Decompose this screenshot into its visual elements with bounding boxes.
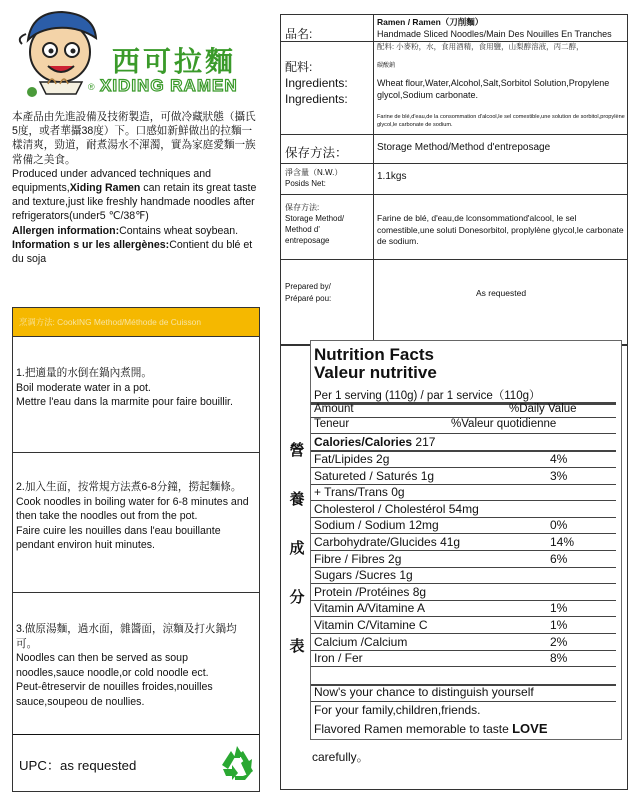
vertical-char: 表 [289, 638, 305, 655]
ingredients-cn-2: 碳酸鈉 [377, 63, 396, 69]
upc-label: UPC：as requested [19, 758, 137, 773]
tagline-1: Now's your chance to distinguish yourself [314, 685, 534, 699]
nutrient-daily-value: 0% [550, 518, 568, 533]
ingredients-label-en-2: Ingredients: [285, 92, 348, 106]
ingredients-label [285, 59, 348, 107]
upc-section [13, 734, 259, 792]
nutrient-label: + Trans/Trans 0g [314, 485, 405, 500]
nutrient-row [314, 452, 614, 466]
nutrient-row [314, 635, 614, 649]
nutrient-label: Sodium / Sodium 12mg [314, 518, 439, 533]
nutrient-label: Vitamin C/Vitamine C [314, 618, 428, 632]
nutrient-row [314, 485, 614, 499]
nutrition-title-fr: Valeur nutritive [314, 363, 437, 382]
ingredients-cn: 配料: 小麥粉，水，食用酒精，食用鹽，山梨醇溶液，丙二醇， [377, 42, 584, 51]
brand-logo [12, 4, 262, 100]
name-value-2: Handmade Sliced Noodles/Main Des Nouilles En Tranches [377, 29, 612, 39]
table-row-divider [281, 134, 627, 135]
calories-label: Calories/Calories [314, 435, 413, 449]
allergen-label-fr: Information s ur les allergènes: [12, 238, 170, 251]
vertical-char: 養 [289, 491, 305, 508]
nutrient-row [314, 651, 614, 665]
prepared-by-value: As requested [475, 288, 527, 298]
step-1-french: Mettre l'eau dans la marmite pour faire bouillir. [16, 396, 233, 409]
cooking-step-1 [13, 366, 259, 410]
product-description [12, 110, 260, 266]
nutrient-label: Calcium /Calcium [314, 634, 408, 649]
nutrient-label: Fat/Lipides 2g [314, 452, 390, 466]
nutrient-row [314, 618, 614, 632]
vertical-char: 營 [289, 442, 305, 459]
serving-size: Per 1 serving (110g) / par 1 service（110g） [314, 390, 541, 402]
registered-mark: ® [88, 82, 95, 92]
table-row-divider [281, 163, 627, 164]
nutrient-row [314, 535, 614, 549]
ingredients-label-en-1: Ingredients: [285, 76, 348, 90]
allergen-text: Contains wheat soybean. [119, 224, 239, 237]
cooking-step-2 [13, 480, 259, 553]
vertical-char: 成 [289, 540, 305, 557]
table-column-divider [373, 15, 374, 344]
step-3-chinese: 3.做原湯麵，過水面，雜醬面，涼麵及打火鍋均可。 [16, 623, 237, 650]
recycle-icon [217, 743, 257, 783]
cooking-divider [13, 592, 259, 593]
nutrient-label: Vitamin A/Vitamine A [314, 601, 425, 616]
nutrient-daily-value: 6% [550, 551, 568, 566]
prepared-by-label [285, 281, 331, 305]
name-label: 品名: [285, 27, 313, 41]
net-weight-value: 1.1kgs [377, 171, 407, 182]
net-weight-label [285, 167, 342, 189]
description-english [12, 167, 260, 224]
cooking-divider [13, 452, 259, 453]
tagline-3-prefix: Flavored Ramen memorable to taste [314, 722, 513, 736]
storage-method-label-2: Storage Method/ [285, 214, 345, 223]
allergen-info-fr [12, 238, 260, 266]
nutrition-title-en: Nutrition Facts [314, 345, 434, 364]
nutrient-label: Satureted / Saturés 1g [314, 468, 435, 483]
storage-method-label-3: Method d' [285, 225, 320, 234]
nutrient-row [314, 518, 614, 532]
prepared-by-label-2: Préparé pou: [285, 294, 332, 303]
brand-name-chinese: 西可拉麵 [112, 45, 237, 78]
product-info-table [280, 14, 628, 345]
nutrition-divider [311, 433, 616, 434]
brand-name-english: XIDING RAMEN [100, 76, 238, 95]
storage-method-label-1: 保存方法: [285, 203, 320, 212]
nutrition-vertical-label [287, 426, 307, 671]
step-2-english: Cook noodles in boiling water for 6-8 minutes and then take the noodles out from the pot. [16, 495, 249, 523]
storage-label: 保存方法： [285, 146, 348, 160]
nutrient-label: Iron / Fer [314, 651, 363, 666]
nutrition-facts-box [310, 340, 622, 740]
table-row-divider [281, 194, 627, 195]
step-1-chinese: 1.把適量的水倒在鍋內煮開。 [16, 367, 152, 379]
description-brand: Xiding Ramen [69, 182, 141, 195]
nutrient-row [314, 568, 614, 582]
nutrition-divider [311, 666, 616, 667]
nutrient-daily-value: 4% [550, 452, 568, 466]
nutrient-row [314, 601, 614, 615]
storage-method-label [285, 202, 344, 246]
prepared-by-label-1: Prepared by/ [285, 282, 331, 291]
cooking-method-panel [12, 307, 260, 792]
storage-method-label-4: entreposage [285, 236, 330, 245]
nutrient-daily-value: 1% [550, 601, 568, 616]
description-chinese: 本產品由先進設備及技術製造，可做冷藏狀態（攝氏5度，或者華攝38度）下。口感如新鮮做出的拉麵一樣清爽，勁道，耐煮湯水不渾濁，實為家庭愛麵一族常備之美食。 [12, 111, 256, 166]
storage-method-value: Farine de blé, d'eau,de lconsommationd'alcool, le sel comestible,une soluti Donesorbitol, proplylène glycol,le carbonate de sodium. [377, 213, 624, 246]
nutrient-daily-value: 3% [550, 468, 568, 483]
nutrition-divider [311, 701, 616, 702]
step-2-french: Faire cuire les nouilles dans l'eau bouillante pendant environ huit minutes. [16, 524, 221, 552]
nutrient-label: Carbohydrate/Glucides 41g [314, 535, 461, 549]
tagline-love: LOVE [512, 721, 548, 736]
nutrient-daily-value: 2% [550, 634, 568, 649]
nutrient-label: Cholesterol / Cholestérol 54mg [314, 501, 479, 516]
daily-value-label: %Daily Value [509, 403, 577, 415]
tagline-2: For your family,children,friends. [314, 703, 481, 717]
nutrient-daily-value: 14% [550, 535, 575, 549]
cooking-step-3 [13, 622, 259, 710]
net-weight-label-1: 淨含量（N.W.） [285, 168, 343, 177]
nutrient-row [314, 585, 614, 599]
net-weight-label-2: Posids Net: [285, 179, 326, 188]
step-2-chinese: 2.加入生面，按常規方法煮6-8分鐘，撈起麵條。 [16, 481, 242, 493]
vertical-char: 分 [289, 589, 305, 606]
nutrient-daily-value: 1% [550, 618, 568, 632]
nutrition-section [280, 345, 628, 790]
tagline-4: carefully。 [312, 750, 369, 764]
teneur-label: Teneur [314, 418, 350, 430]
nutrient-row [314, 552, 614, 566]
step-3-french: Peut-êtreservir de nouilles froides,nouilles sauce,soupeou de noullies. [16, 681, 213, 708]
name-value-1: Ramen / Ramen（刀削麵） [377, 17, 484, 27]
valeur-quotidienne-label: %Valeur quotidienne [451, 418, 557, 430]
nutrient-label: Sugars /Sucres 1g [314, 568, 413, 583]
allergen-label: Allergen information: [12, 224, 120, 237]
allergen-info [12, 224, 260, 238]
ingredients-label-cn: 配料: [285, 60, 313, 74]
ingredients-fr: Farine de blé,d'eau,de la consommation d'alcool,le sel comestible,une solution de sorbitol,propylène glycol,le carbonate de sodium. [377, 114, 625, 128]
storage-value: Storage Method/Method d'entreposage [377, 142, 551, 153]
step-3-english: Noodles can then be served as soup noodles,sauce noodle,or cold noodle ect. [16, 652, 209, 679]
nutrient-row [314, 502, 614, 516]
nutrient-label: Protein /Protéines 8g [314, 584, 427, 599]
description-english-prefix: Produced under advanced techniques and equipments, [12, 167, 212, 195]
amount-label: Amount [314, 403, 354, 415]
calories-value: 217 [415, 435, 436, 449]
allergen-text-fr: Contient du blé et du soja [12, 238, 253, 266]
calories-row [314, 435, 435, 449]
nutrient-row [314, 469, 614, 483]
step-1-english: Boil moderate water in a pot. [16, 381, 151, 394]
nutrient-daily-value: 8% [550, 651, 568, 666]
nutrient-label: Fibre / Fibres 2g [314, 551, 402, 566]
table-row-divider [281, 259, 627, 260]
description-english-suffix: can retain its great taste and texture,just like freshly handmade noodles after refrigerators(under5 ℃/38℉) [12, 182, 257, 223]
ingredients-en: Wheat flour,Water,Alcohol,Salt,Sorbitol Solution,Propylene glycol,Sodium carbonate. [377, 78, 610, 100]
cooking-method-header: 烹调方法: CookING Method/Méthode de Cuisson [13, 308, 259, 337]
tagline-3 [314, 721, 548, 736]
